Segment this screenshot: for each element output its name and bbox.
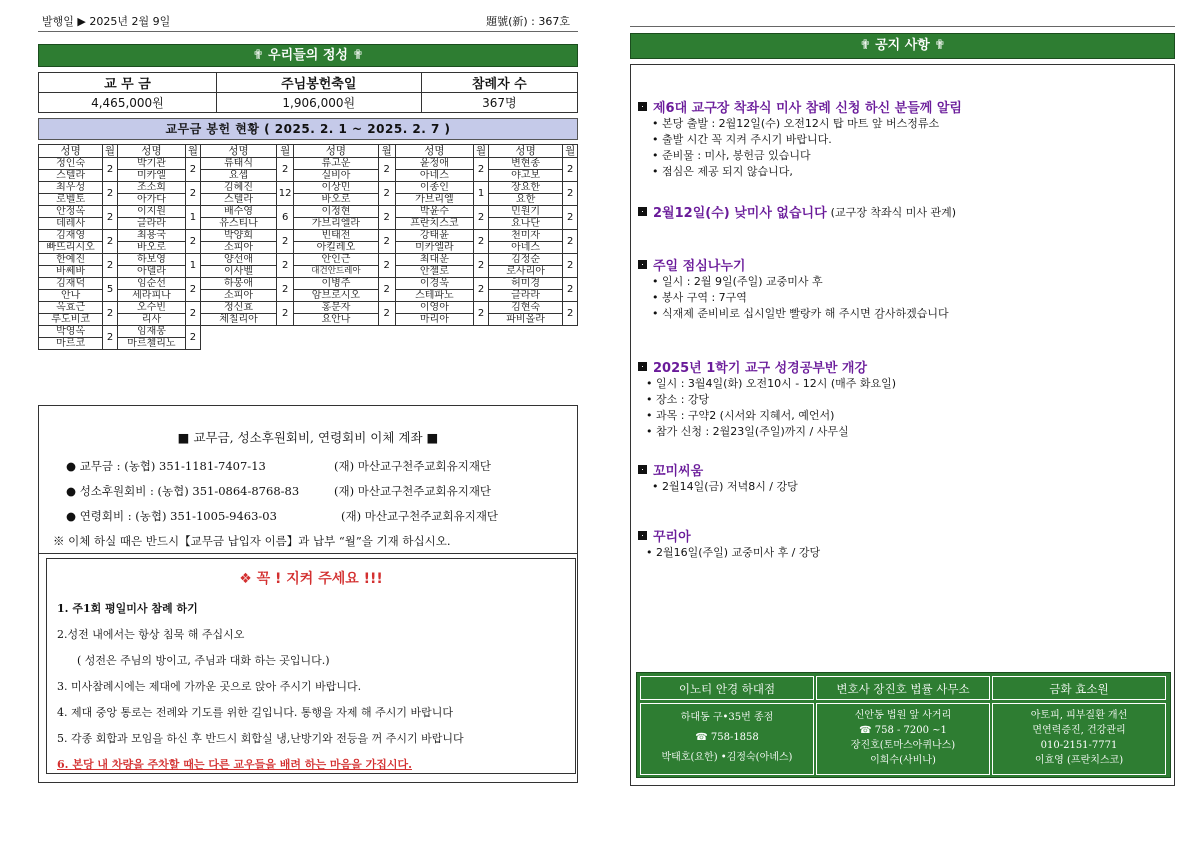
table-row <box>39 170 578 182</box>
donor-name: 김혜진 <box>200 182 277 194</box>
ad-optician-line: 하대동 구•35번 종점 <box>680 712 774 723</box>
donor-name: 오수빈 <box>117 302 185 314</box>
donor-name: 허미경 <box>488 278 563 290</box>
donor-months: 2 <box>277 278 294 302</box>
donor-baptismal-name: 스텔라 <box>200 194 277 206</box>
donor-baptismal-name: 아네스 <box>488 242 563 254</box>
account-box <box>38 405 578 554</box>
tithe-col-name: 성명 <box>488 145 563 158</box>
donor-months: 2 <box>378 254 395 278</box>
notice-section-comitium <box>638 460 798 495</box>
empty-cell <box>200 326 577 350</box>
donor-baptismal-name: 아킬레오 <box>293 242 378 254</box>
keep-item-2: 2.성전 내에서는 항상 침묵 해 주십시오 <box>57 628 245 641</box>
ad-enzyme-line: 아토피, 피부질환 개선 <box>1030 710 1128 721</box>
table-row <box>39 326 578 338</box>
square-bullet-icon <box>638 362 647 371</box>
donor-baptismal-name: 소피아 <box>200 242 277 254</box>
donor-baptismal-name: 암브로시오 <box>293 290 378 302</box>
keep-item-3: 3. 미사참례시에는 제대에 가까운 곳으로 앉아 주시기 바랍니다. <box>57 680 362 693</box>
keep-item-5: 5. 각종 회합과 모임을 하신 후 반드시 회합실 냉,난방기와 전등을 꺼 주시기 바랍니다 <box>57 732 464 745</box>
donor-baptismal-name: 마르코 <box>39 338 103 350</box>
table-row <box>39 278 578 290</box>
tithe-col-month: 월 <box>277 145 294 158</box>
account-funeral-holder: (재) 마산교구천주교회유지재단 <box>341 509 499 523</box>
donor-baptismal-name: 로사리아 <box>488 266 563 278</box>
table-row <box>39 158 578 170</box>
tithe-col-month: 월 <box>474 145 489 158</box>
notice-line: • 준비물 : 미사, 봉헌금 있습니다 <box>652 149 811 162</box>
issue-date: 발행일 ▶ 2025년 2월 9일 <box>42 15 171 28</box>
keep-item-1: 1. 주1회 평일미사 참례 하기 <box>57 602 198 615</box>
donor-name: 최우성 <box>39 182 103 194</box>
donor-months: 2 <box>474 302 489 326</box>
donor-months: 2 <box>563 182 578 206</box>
donor-name: 하보영 <box>117 254 185 266</box>
donor-name: 이상민 <box>293 182 378 194</box>
table-row <box>39 290 578 302</box>
donor-months: 12 <box>277 182 294 206</box>
notice-line: • 점심은 제공 되지 않습니다, <box>652 165 793 178</box>
donor-name: 임순선 <box>117 278 185 290</box>
offering-col-attendance: 참례자 수 <box>421 73 577 93</box>
notice-section-no-mass <box>638 202 956 221</box>
donor-baptismal-name: 이사벨 <box>200 266 277 278</box>
notice-no-mass-heading: 2월12일(수) 낮미사 없습니다 <box>653 206 827 221</box>
table-row <box>39 302 578 314</box>
left-column <box>38 12 578 350</box>
offering-title: ✟ 우리들의 정성 ✟ <box>38 44 578 67</box>
notice-line: • 봉사 구역 : 7구역 <box>652 291 747 304</box>
donor-name: 임재봉 <box>117 326 185 338</box>
donor-name: 홍문자 <box>293 302 378 314</box>
notice-line: • 2월16일(주일) 교중미사 후 / 강당 <box>646 546 821 559</box>
donor-baptismal-name: 소피아 <box>200 290 277 302</box>
header-line <box>38 12 578 32</box>
donor-name: 류태식 <box>200 158 277 170</box>
donor-months: 2 <box>103 230 118 254</box>
notice-title: ✟ 공지 사항 ✟ <box>630 33 1175 59</box>
ad-law-office-line: 이희수(사비나) <box>870 755 936 766</box>
donor-months: 2 <box>563 302 578 326</box>
table-row <box>39 218 578 230</box>
donor-name: 이병주 <box>293 278 378 290</box>
donor-baptismal-name: 세라피나 <box>117 290 185 302</box>
donor-baptismal-name: 프란치스코 <box>395 218 474 230</box>
tithe-col-name: 성명 <box>293 145 378 158</box>
ad-enzyme-line: 이효영 (프란치스코) <box>1034 755 1124 766</box>
donor-baptismal-name: 요안나 <box>293 314 378 326</box>
donor-name: 박윤수 <box>395 206 474 218</box>
square-bullet-icon <box>638 207 647 216</box>
donor-months: 2 <box>474 206 489 230</box>
donor-months: 2 <box>378 302 395 326</box>
ad-law-office-line: 신안동 법원 앞 사거리 <box>854 710 952 721</box>
donor-months: 1 <box>474 182 489 206</box>
donor-name: 류고운 <box>293 158 378 170</box>
donor-baptismal-name: 스텔라 <box>39 170 103 182</box>
donor-name: 김현숙 <box>488 302 563 314</box>
table-row <box>39 230 578 242</box>
donor-months: 2 <box>563 206 578 230</box>
tithe-table <box>38 144 578 350</box>
tithe-col-name: 성명 <box>39 145 103 158</box>
donor-months: 5 <box>103 278 118 302</box>
donor-name: 안인근 <box>293 254 378 266</box>
donor-months: 2 <box>474 254 489 278</box>
donor-months: 2 <box>186 326 201 350</box>
donor-name: 박영옥 <box>39 326 103 338</box>
donor-months: 2 <box>277 230 294 254</box>
tithe-col-name: 성명 <box>200 145 277 158</box>
donor-baptismal-name: 글라라 <box>117 218 185 230</box>
tithe-col-month: 월 <box>186 145 201 158</box>
donor-name: 이경욱 <box>395 278 474 290</box>
issue-number: 題號(新) : 367호 <box>486 15 570 28</box>
donor-baptismal-name: 미카엘 <box>117 170 185 182</box>
donor-baptismal-name: 마리아 <box>395 314 474 326</box>
notice-section-bible <box>638 357 896 440</box>
notice-line: • 참가 신청 : 2월23일(주일)까지 / 사무실 <box>646 425 849 438</box>
notice-lunch-heading: 주일 점심나누기 <box>653 259 746 274</box>
donor-months: 2 <box>378 278 395 302</box>
account-vocation-number: ● 성소후원회비 : (농협) 351-0864-8768-83 <box>66 484 300 498</box>
table-row <box>39 242 578 254</box>
donor-name: 최대운 <box>395 254 474 266</box>
donor-months: 2 <box>563 230 578 254</box>
donor-name: 최용국 <box>117 230 185 242</box>
keep-item-6: 6. 본당 내 차량을 주차할 때는 다른 교우들을 배려 하는 마음을 가집시다. <box>57 758 412 771</box>
offering-val-feast: 1,906,000원 <box>216 93 421 113</box>
donor-baptismal-name: 빠뜨리시오 <box>39 242 103 254</box>
donor-name: 이종인 <box>395 182 474 194</box>
donor-months: 2 <box>378 230 395 254</box>
donor-name: 민원기 <box>488 206 563 218</box>
ad-optician-title: 이노티 안경 하대점 <box>640 676 814 700</box>
donor-baptismal-name: 체칠리아 <box>200 314 277 326</box>
donor-months: 2 <box>103 158 118 182</box>
donor-name: 조소희 <box>117 182 185 194</box>
donor-months: 2 <box>103 182 118 206</box>
donor-baptismal-name: 요한 <box>488 194 563 206</box>
square-bullet-icon <box>638 465 647 474</box>
donor-baptismal-name: 유스티나 <box>200 218 277 230</box>
notice-bible-heading: 2025년 1학기 교구 성경공부반 개강 <box>653 361 868 376</box>
donor-months: 2 <box>103 206 118 230</box>
notice-section-curia <box>638 526 820 561</box>
donor-baptismal-name: 파비올라 <box>488 314 563 326</box>
ad-enzyme-line: 010-2151-7771 <box>1040 740 1118 751</box>
ad-law-office-title: 변호사 장진호 법률 사무소 <box>816 676 990 700</box>
notice-line: • 본당 출발 : 2월12일(수) 오전12시 탑 마트 앞 버스정류소 <box>652 117 940 130</box>
donor-months: 1 <box>186 206 201 230</box>
donor-baptismal-name: 야고보 <box>488 170 563 182</box>
donor-baptismal-name: 가브리엘라 <box>293 218 378 230</box>
notice-line: • 장소 : 강당 <box>646 393 710 406</box>
account-note: ※ 이체 하실 때은 반드시【교무금 납입자 이름】과 납부 “월”을 기재 하십시오. <box>53 534 451 548</box>
notice-line: • 일시 : 3월4일(화) 오전10시 - 12시 (매주 화요일) <box>646 377 897 390</box>
donor-baptismal-name: 바쎄바 <box>39 266 103 278</box>
notice-no-mass-sub: (교구장 착좌식 미사 관계) <box>830 205 956 219</box>
square-bullet-icon <box>638 102 647 111</box>
donor-months: 2 <box>186 230 201 254</box>
donor-name: 박양희 <box>200 230 277 242</box>
donor-name: 김정순 <box>488 254 563 266</box>
table-row <box>39 182 578 194</box>
notice-curia-heading: 꾸리아 <box>653 530 691 545</box>
donor-baptismal-name: 요나단 <box>488 218 563 230</box>
donor-baptismal-name: 로벨토 <box>39 194 103 206</box>
donor-baptismal-name: 마르첼리노 <box>117 338 185 350</box>
donor-name: 배수영 <box>200 206 277 218</box>
offering-val-attendance: 367명 <box>421 93 577 113</box>
donor-months: 2 <box>277 254 294 278</box>
donor-months: 2 <box>186 302 201 326</box>
tithe-col-month: 월 <box>103 145 118 158</box>
donor-months: 2 <box>103 254 118 278</box>
donor-name: 박기관 <box>117 158 185 170</box>
notice-line: • 과목 : 구약2 (시서와 지혜서, 예언서) <box>646 409 835 422</box>
donor-months: 2 <box>563 254 578 278</box>
donor-name: 강태윤 <box>395 230 474 242</box>
notice-comitium-heading: 꼬미씨움 <box>653 464 704 479</box>
notice-installation-heading: 제6대 교구장 착좌식 미사 참례 신청 하신 분들께 알림 <box>653 101 962 116</box>
tithe-col-name: 성명 <box>117 145 185 158</box>
account-vocation-holder: (재) 마산교구천주교회유지재단 <box>334 484 492 498</box>
donor-name: 한예진 <box>39 254 103 266</box>
ad-law-office-line: ☎ 758 - 7200 ~1 <box>859 725 947 736</box>
notice-line: • 출발 시간 꼭 지켜 주시기 바랍니다. <box>652 133 832 146</box>
donor-baptismal-name: 스테파노 <box>395 290 474 302</box>
table-row <box>39 266 578 278</box>
ad-optician <box>640 676 814 775</box>
donor-baptismal-name: 미카엘라 <box>395 242 474 254</box>
square-bullet-icon <box>638 260 647 269</box>
tithe-col-month: 월 <box>563 145 578 158</box>
account-row-vocation <box>66 483 577 499</box>
notice-line: • 2월14일(금) 저녁8시 / 강당 <box>652 480 798 493</box>
donor-name: 양선애 <box>200 254 277 266</box>
offering-val-tithe: 4,465,000원 <box>39 93 217 113</box>
account-funeral-number: ● 연령회비 : (농협) 351-1005-9463-03 <box>66 509 277 523</box>
offering-col-feast: 주님봉헌축일 <box>216 73 421 93</box>
ad-law-office <box>816 676 990 775</box>
offering-col-tithe: 교 무 금 <box>39 73 217 93</box>
donor-months: 2 <box>277 158 294 182</box>
keep-item-4: 4. 제대 중앙 통로는 전례와 기도를 위한 길입니다. 통행을 자제 해 주시기 바랍니다 <box>57 706 453 719</box>
donor-name: 이영아 <box>395 302 474 314</box>
donor-baptismal-name: 바오로 <box>293 194 378 206</box>
donor-baptismal-name: 아네스 <box>395 170 474 182</box>
donor-baptismal-name: 안젤로 <box>395 266 474 278</box>
tithe-col-name: 성명 <box>395 145 474 158</box>
notice-section-lunch <box>638 255 949 322</box>
donor-months: 2 <box>378 158 395 182</box>
donor-name: 김재덕 <box>39 278 103 290</box>
donor-baptismal-name: 아가다 <box>117 194 185 206</box>
donor-name: 변현종 <box>488 158 563 170</box>
donor-name: 이정현 <box>293 206 378 218</box>
donor-months: 2 <box>474 158 489 182</box>
square-bullet-icon <box>638 531 647 540</box>
donor-name: 하봉애 <box>200 278 277 290</box>
donor-name: 김재영 <box>39 230 103 242</box>
donor-baptismal-name: 루도비코 <box>39 314 103 326</box>
donor-name: 정신효 <box>200 302 277 314</box>
donor-name: 정인숙 <box>39 158 103 170</box>
donor-months: 2 <box>277 302 294 326</box>
donor-baptismal-name: 글라라 <box>488 290 563 302</box>
keep-box <box>46 558 576 774</box>
right-column <box>630 26 1175 59</box>
notice-section-installation <box>638 97 962 180</box>
table-row <box>39 194 578 206</box>
ad-optician-line: 박태호(요한) •김정숙(아녜스) <box>661 752 793 763</box>
keep-item-2-note: ( 성전은 주님의 방이고, 주님과 대화 하는 곳입니다.) <box>77 654 330 667</box>
keep-title: ❖ 꼭 ! 지켜 주세요 !!! <box>239 571 383 587</box>
donor-baptismal-name: 리사 <box>117 314 185 326</box>
donor-months: 2 <box>474 230 489 254</box>
notice-line: • 식재제 준비비로 십시일반 빨랑카 해 주시면 감사하겠습니다 <box>652 307 949 320</box>
offering-table <box>38 72 578 113</box>
donor-name: 안정옥 <box>39 206 103 218</box>
ad-optician-line: ☎ 758-1858 <box>695 732 759 743</box>
notice-line: • 일시 : 2월 9일(주일) 교중미사 후 <box>652 275 823 288</box>
donor-name: 이지원 <box>117 206 185 218</box>
ad-law-office-line: 장진호(토마스아퀴나스) <box>850 740 956 751</box>
account-tithe-holder: (재) 마산교구천주교회유지재단 <box>334 459 492 473</box>
donor-months: 2 <box>103 302 118 326</box>
donor-baptismal-name: 바오로 <box>117 242 185 254</box>
donor-name: 빈태전 <box>293 230 378 242</box>
donor-name: 윤정애 <box>395 158 474 170</box>
donor-name: 옥효근 <box>39 302 103 314</box>
donor-name: 천미자 <box>488 230 563 242</box>
donor-months: 6 <box>277 206 294 230</box>
table-row <box>39 314 578 326</box>
ad-enzyme-title: 금화 효소원 <box>992 676 1166 700</box>
donor-months: 2 <box>186 278 201 302</box>
account-row-funeral <box>66 508 577 524</box>
donor-months: 2 <box>474 278 489 302</box>
donor-baptismal-name: 데레사 <box>39 218 103 230</box>
account-tithe-number: ● 교무금 : (농협) 351-1181-7407-13 <box>66 459 266 473</box>
donor-months: 2 <box>103 326 118 350</box>
donor-baptismal-name: 요셉 <box>200 170 277 182</box>
tithe-title: 교무금 봉헌 현황 ( 2025. 2. 1 ~ 2025. 2. 7 ) <box>38 118 578 140</box>
table-row <box>39 206 578 218</box>
donor-months: 2 <box>378 182 395 206</box>
donor-name: 장요한 <box>488 182 563 194</box>
account-row-tithe <box>66 458 577 474</box>
table-row <box>39 254 578 266</box>
tithe-col-month: 월 <box>378 145 395 158</box>
donor-months: 2 <box>563 278 578 302</box>
donor-baptismal-name: 아델라 <box>117 266 185 278</box>
ads-panel <box>636 672 1171 778</box>
donor-baptismal-name: 실비아 <box>293 170 378 182</box>
donor-months: 1 <box>186 254 201 278</box>
donor-months: 2 <box>563 158 578 182</box>
ad-enzyme <box>992 676 1166 775</box>
donor-months: 2 <box>186 182 201 206</box>
donor-months: 2 <box>186 158 201 182</box>
account-title: ■ 교무금, 성소후원회비, 연령회비 이체 계좌 ■ <box>177 430 439 445</box>
ad-enzyme-line: 면연력증진, 건강관리 <box>1032 725 1126 736</box>
donor-months: 2 <box>378 206 395 230</box>
donor-baptismal-name: 안나 <box>39 290 103 302</box>
donor-baptismal-name: 대건안드레아 <box>293 266 378 278</box>
donor-baptismal-name: 가브리엘 <box>395 194 474 206</box>
